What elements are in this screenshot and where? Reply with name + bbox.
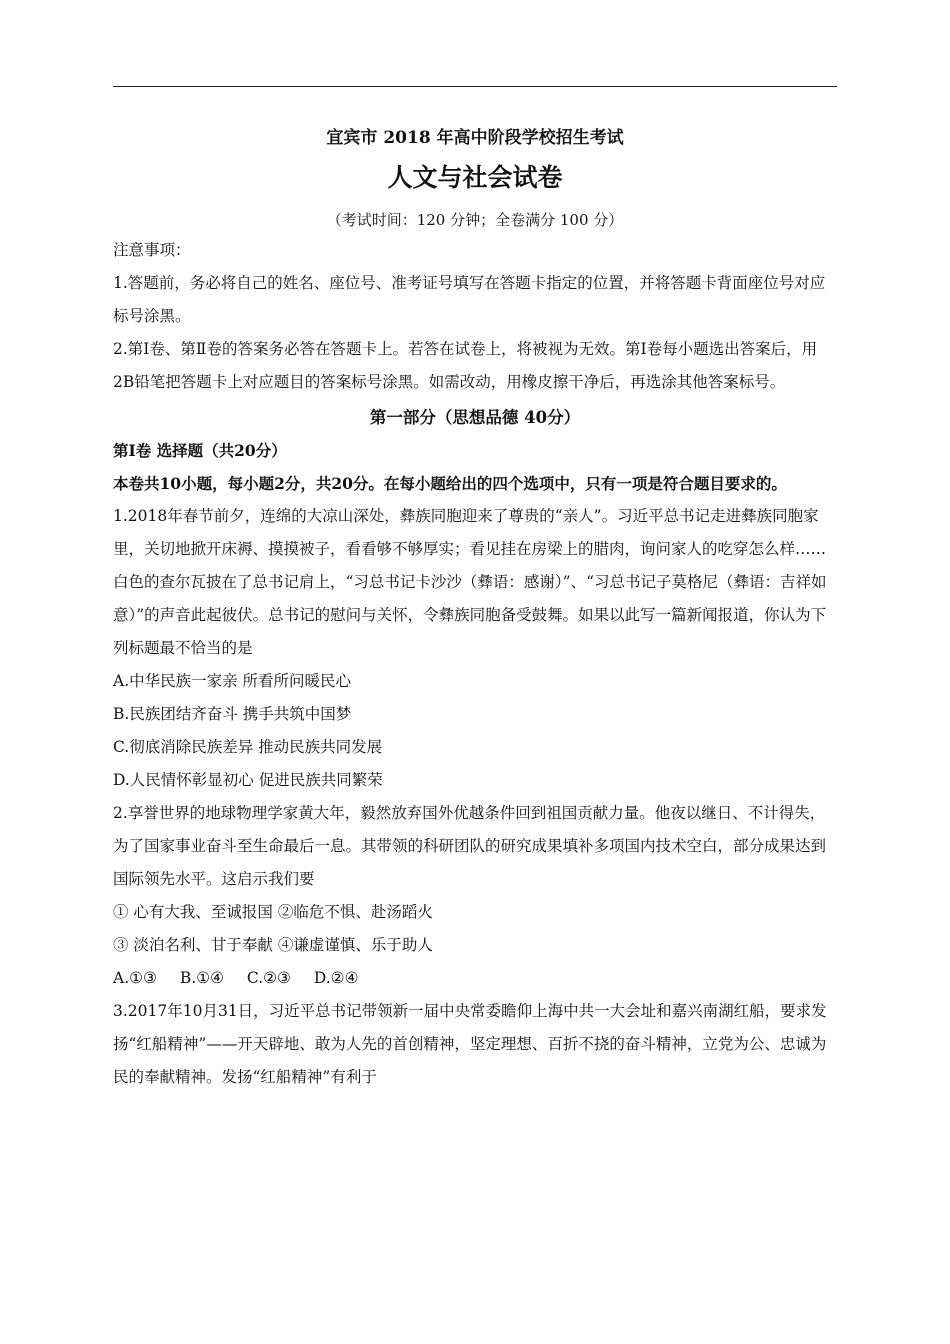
question-2-option-c: C.②③ [246, 969, 291, 987]
page-content [113, 124, 837, 1094]
question-2-option-d: D.②④ [313, 969, 359, 987]
top-rule [113, 86, 837, 87]
notice-item-1: 1.答题前，务必将自己的姓名、座位号、准考证号填写在答题卡指定的位置，并将答题卡背面座位号对应标号涂黑。 [113, 274, 826, 325]
notice-item-2: 2.第Ⅰ卷、第Ⅱ卷的答案务必答在答题卡上。若答在试卷上，将被视为无效。第Ⅰ卷每小题选出答案后，用2B铅笔把答题卡上对应题目的答案标号涂黑。如需改动，用橡皮擦干净后，再选涂其他答案标号。 [113, 340, 818, 391]
question-1-option-b: B.民族团结齐奋斗 携手共筑中国梦 [113, 705, 352, 723]
question-1-option-d: D.人民情怀彰显初心 促进民族共同繁荣 [113, 771, 383, 789]
question-2-option-a: A.①③ [113, 969, 157, 987]
section-title: 第Ⅰ卷 选择题（共20分） [113, 441, 287, 460]
paper-title: 人文与社会试卷 [387, 163, 563, 192]
question-3-stem: 3.2017年10月31日，习近平总书记带领新一届中央常委瞻仰上海中共一大会址和嘉兴南湖红船，要求发扬“红船精神”——开天辟地、敢为人先的首创精神，坚定理想、百折不挠的奋斗精神，立党为公、忠诚为民的奉献精神。发扬“红船精神”有利于 [113, 1002, 827, 1086]
section-instruction: 本卷共10小题，每小题2分，共20分。在每小题给出的四个选项中，只有一项是符合题目要求的。 [113, 474, 787, 493]
exam-info: （考试时间：120 分钟；全卷满分 100 分） [326, 211, 624, 229]
question-1-stem: 1.2018年春节前夕，连绵的大凉山深处，彝族同胞迎来了尊贵的“亲人”。习近平总书记走进彝族同胞家里，关切地掀开床褥、摸摸被子，看看够不够厚实；看见挂在房梁上的腊肉，询问家人的吃穿怎么样……白色的查尔瓦披在了总书记肩上，“习总书记卡沙沙（彝语：感谢）”、“习总书记子莫格尼（彝语：吉祥如意）”的声音此起彼伏。总书记的慰问与关怀，令彝族同胞备受鼓舞。如果以此写一篇新闻报道，你认为下列标题最不恰当的是 [113, 507, 827, 657]
question-2-option-b: B.①④ [179, 969, 224, 987]
exam-title: 宜宾市 2018 年高中阶段学校招生考试 [326, 128, 624, 148]
question-1-option-c: C.彻底消除民族差异 推动民族共同发展 [113, 738, 383, 756]
part1-title: 第一部分（思想品德 40分） [369, 408, 581, 427]
question-2-options [113, 962, 837, 995]
question-2-statements-2: ③ 淡泊名利、甘于奉献 ④谦虚谨慎、乐于助人 [113, 936, 433, 954]
notice-heading: 注意事项： [113, 241, 191, 259]
question-1-option-a: A.中华民族一家亲 所看所问暖民心 [113, 672, 352, 690]
question-2-stem: 2.享誉世界的地球物理学家黄大年，毅然放弃国外优越条件回到祖国贡献力量。他夜以继日、不计得失，为了国家事业奋斗至生命最后一息。其带领的科研团队的研究成果填补多项国内技术空白，部分成果达到国际领先水平。这启示我们要 [113, 804, 827, 888]
question-2-statements-1: ① 心有大我、至诚报国 ②临危不惧、赴汤蹈火 [113, 903, 433, 921]
